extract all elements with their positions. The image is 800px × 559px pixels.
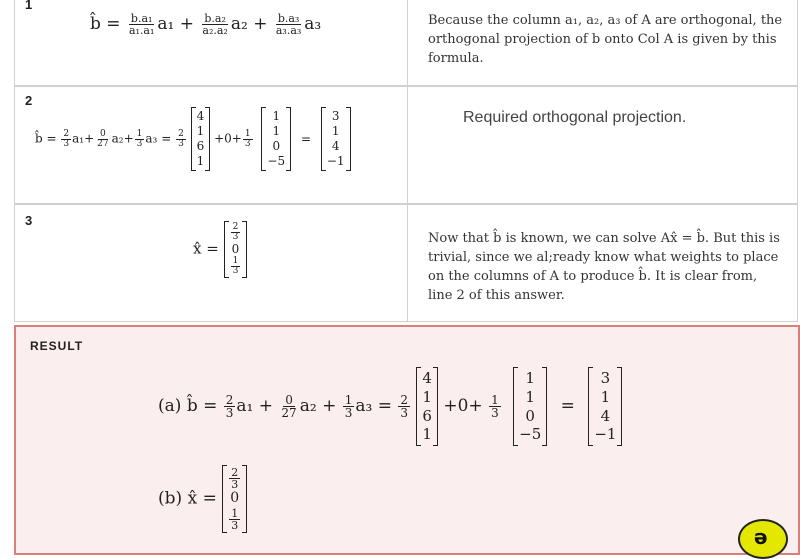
step-number: 1 [25,0,33,12]
step-2-math-cell [15,87,407,203]
result-title: RESULT [30,339,84,353]
step-number: 2 [25,93,33,108]
step-3-explanation-cell [407,205,797,321]
fraction-2: $\frac{\text{b.a₂}}{\text{a₂.a₂}}$ [202,12,228,37]
step-3-math-cell [15,205,407,321]
result-box [14,325,800,555]
result-vector-sum: 3 1 4 −1 [588,367,622,446]
step-explanation: Now that b̂ is known, we can solve Ax̂ = b̂. But this is trivial, since we al;ready know what weights to place on the columns of A to produce b̂. It is clear from, line 2 of this answer. [428,231,780,303]
fraction-3: $\frac{\text{b.a₃}}{\text{a₃.a₃}}$ [275,12,302,37]
projection-formula: b̂ = $\frac{\text{b.a₁}}{\text{a₁.a₁}}$ a₁ + $\frac{\text{b.a₂}}{\text{a₂.a₂}}$ a₂ + $\frac{\text{b.a₃}}{\text{a₃.a₃}}$ a₃ [90,12,322,37]
brand-logo-icon: ə [738,519,788,559]
step-2-row [14,86,798,204]
step-3-row [14,204,798,322]
vector-result: 3 1 4 −1 [321,107,351,171]
result-vector-v2: 1 1 0 −5 [513,367,547,446]
vector-v1: 4 1 6 1 [191,107,211,171]
result-vector-v1: 4 1 6 1 [416,367,438,446]
x-hat-solution: x̂ = $\frac{2}{3}$ 0 $\frac{1}{3}$ [193,221,247,278]
step-number: 3 [25,213,33,228]
step-1-explanation-cell [407,0,797,85]
step-1-row [14,0,798,86]
fraction-1: $\frac{\text{b.a₁}}{\text{a₁.a₁}}$ [128,12,155,37]
vector-x-hat: $\frac{2}{3}$ 0 $\frac{1}{3}$ [224,221,248,278]
result-vector-x-hat: $\frac{2}{3}$ 0 $\frac{1}{3}$ [222,465,247,533]
b-hat-symbol: b̂ [90,14,101,34]
vector-v2: 1 1 0 −5 [261,107,291,171]
result-part-b: (b) x̂ = $\frac{2}{3}$ 0 $\frac{1}{3}$ [158,465,247,533]
result-part-a: (a) b̂ = $\frac{2}{3}$ a₁ + $\frac{0}{27}$ a₂ + $\frac{1}{3}$ a₃ = $\frac{2}{3}$ 4 1 6 1 +0+ $\frac{1}{3}$ 1 1 0 −5 = 3 1 4 −1 [158,367,622,446]
step-1-math-cell [15,0,407,85]
step-explanation: Required orthogonal projection. [463,109,687,126]
step-explanation: Because the column a₁, a₂, a₃ of A are orthogonal, the orthogonal projection of b onto Col A is given by this formula. [428,13,783,66]
projection-computation: b̂ = $\frac{2}{3}$ a₁+ $\frac{0}{27}$ a₂+ $\frac{1}{3}$ a₃ = $\frac{2}{3}$ 4 1 6 1 +0+ $\frac{1}{3}$ 1 1 0 −5 = 3 1 4 −1 [35,107,351,171]
step-2-explanation-cell [407,87,797,203]
